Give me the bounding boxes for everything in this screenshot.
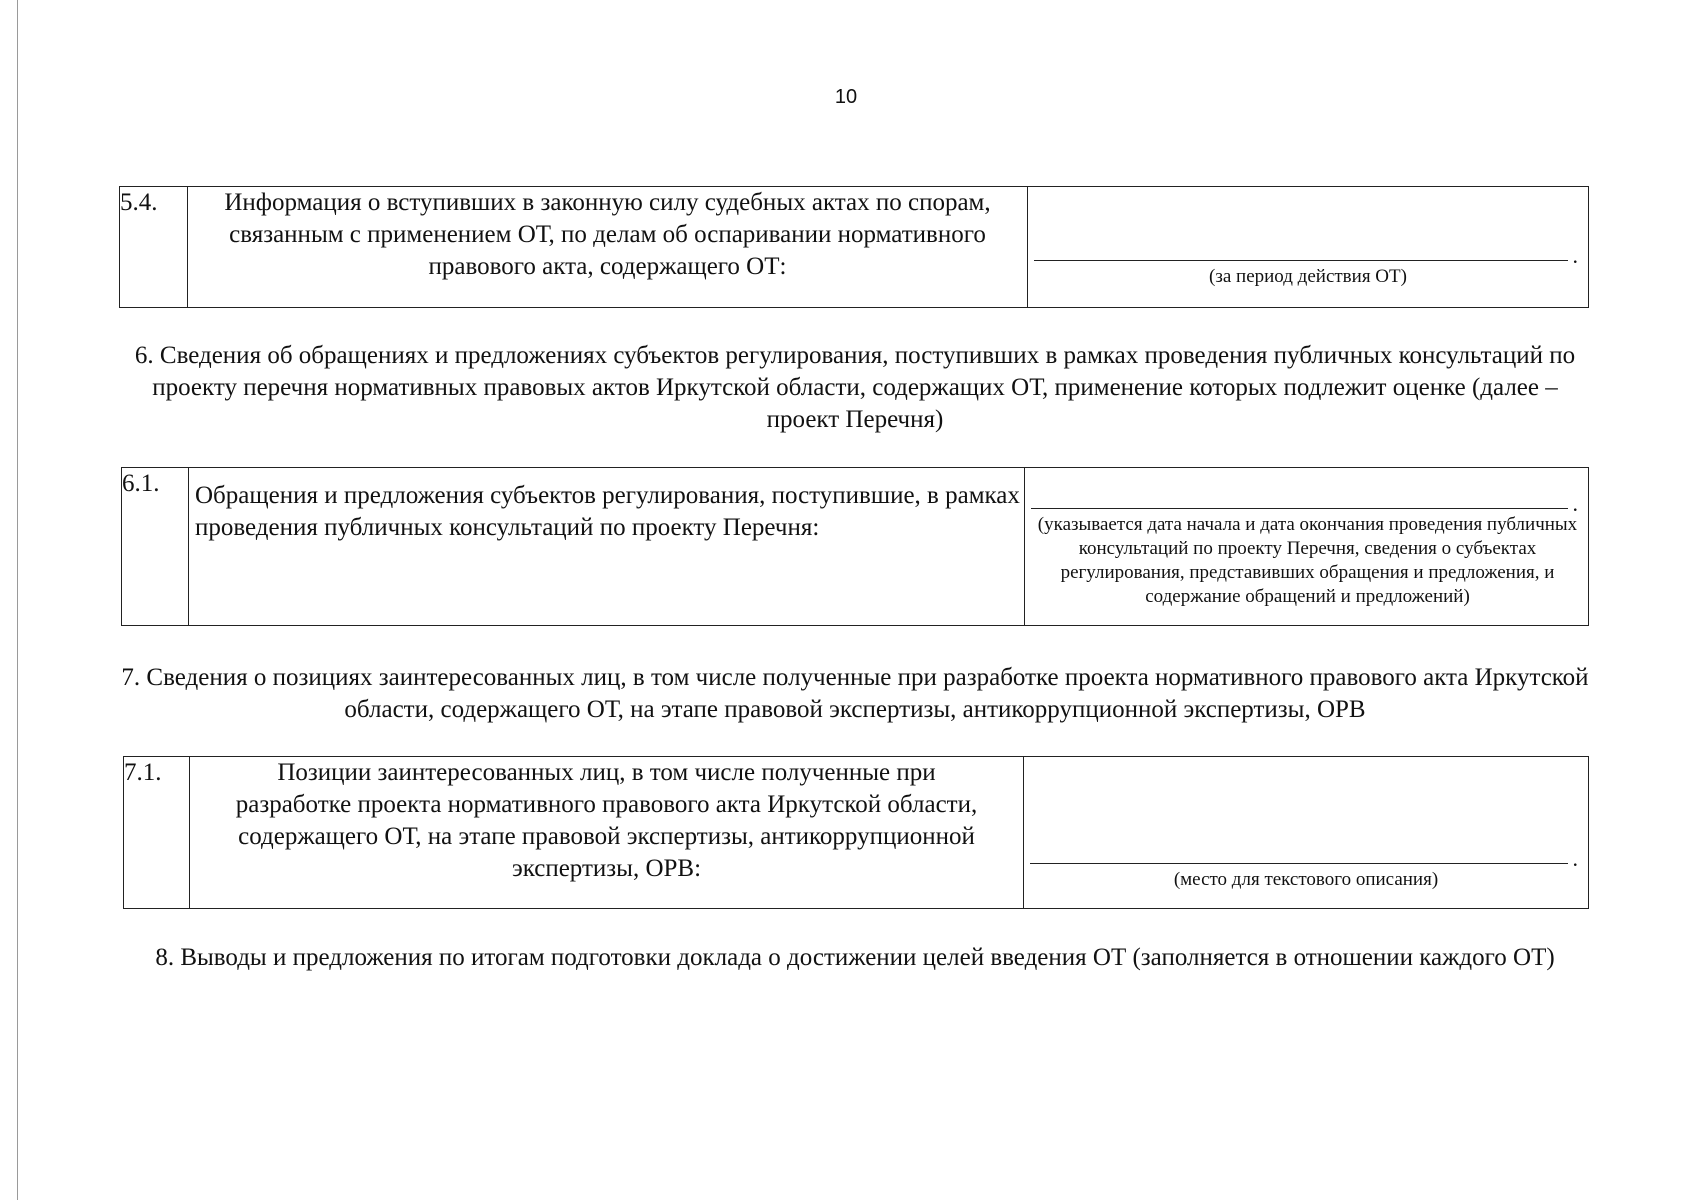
section-8-heading: 8. Выводы и предложения по итогам подготовки доклада о достижении целей введения ОТ (заполняется в отношении каждого ОТ) — [155, 944, 1555, 971]
answer-dot: . — [1572, 243, 1578, 268]
answer-hint: (место для текстового описания) — [1173, 869, 1439, 890]
table-row-6-1 — [121, 467, 1589, 626]
scan-edge-line — [17, 0, 18, 1200]
page-number: 10 — [834, 86, 858, 108]
answer-cell[interactable] — [1025, 468, 1589, 626]
row-description: Информация о вступивших в законную силу судебных актах по спорам, связанным с применением ОТ, по делам об оспаривании нормативного правового акта, содержащего ОТ: — [188, 187, 1028, 308]
answer-hint: (за период действия ОТ) — [1209, 266, 1407, 287]
row-number: 7.1. — [124, 757, 190, 909]
answer-hint: (указывается дата начала и дата окончания проведения публичных консультаций по проекту Перечня, сведения о субъектах регулирования, представивших обращения и предложения, и содержание обращений и предложений) — [1037, 514, 1578, 607]
answer-fill-line — [1031, 508, 1568, 509]
answer-cell[interactable] — [1024, 757, 1589, 909]
row-description: Позиции заинтересованных лиц, в том числе полученные при разработке проекта нормативного правового акта Иркутской области, содержащего ОТ, на этапе правовой экспертизы, антикоррупционной экспертизы, ОРВ: — [190, 757, 1024, 909]
answer-dot: . — [1572, 491, 1578, 516]
table-row-5-4 — [119, 186, 1589, 308]
answer-cell[interactable] — [1028, 187, 1589, 308]
row-number: 6.1. — [122, 468, 189, 626]
section-7-heading: 7. Сведения о позициях заинтересованных лиц, в том числе полученные при разработке проекта нормативного правового акта Иркутской области, содержащего ОТ, на этапе правовой экспертизы, антикоррупционной экспертизы, ОРВ — [121, 664, 1589, 723]
table-row-7-1 — [123, 756, 1589, 909]
answer-fill-line — [1034, 260, 1568, 261]
answer-dot: . — [1572, 846, 1578, 871]
section-6-heading: 6. Сведения об обращениях и предложениях субъектов регулирования, поступивших в рамках проведения публичных консультаций по проекту перечня нормативных правовых актов Иркутской области, содержащих ОТ, применение которых подлежит оценке (далее – проект Перечня) — [134, 342, 1576, 433]
row-description: Обращения и предложения субъектов регулирования, поступившие, в рамках проведения публичных консультаций по проекту Перечня: — [189, 468, 1025, 626]
answer-fill-line — [1030, 863, 1568, 864]
row-number: 5.4. — [120, 187, 188, 308]
